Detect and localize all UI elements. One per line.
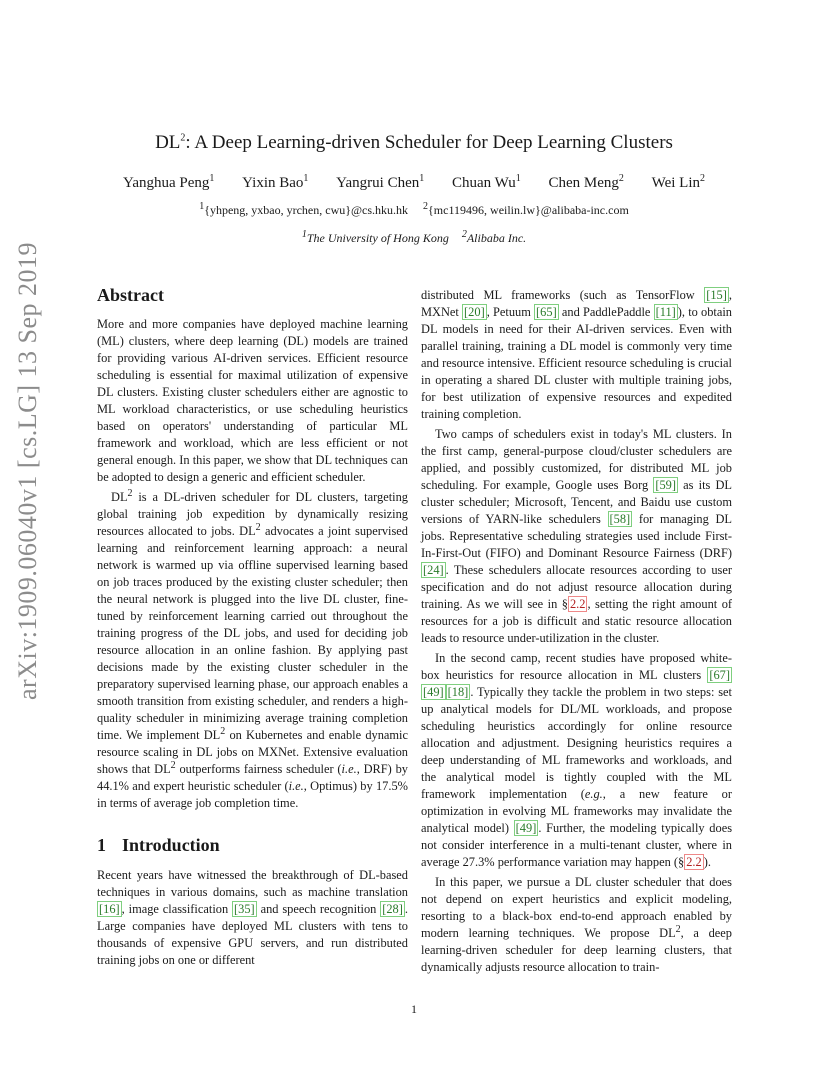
abstract-paragraph-2: $DL^2$ is a DL-driven scheduler for DL clusters, targeting global training job expedition by dynamically resizing resources allocated to jobs. $DL^2$ advocates a joint supervised learning and reinforcement learning approach: a neural network is warmed up via offline supervised learning based on job traces produced by the existing cluster scheduler; then the neural network is plugged into the live DL cluster, fine-tuned by reinforcement learning carried out throughout the training progress of the DL jobs, and used for deciding job resource allocation in an online fashion. By applying past decisions made by the existing cluster scheduler in the preparatory supervised learning phase, our approach enables a smooth transition from existing scheduler, and renders a high-quality scheduler in minimizing average training completion time. We implement $DL^2$ on Kubernetes and enable dynamic resource scaling in DL jobs on MXNet. Extensive evaluation shows that $DL^2$ outperforms fairness scheduler (i.e., DRF) by 44.1% and expert heuristic scheduler (i.e., Optimus) by 17.5% in terms of average job completion time. bbox=[97, 487, 408, 810]
author: Chuan Wu$^1$ bbox=[452, 173, 521, 191]
citation-link[interactable]: [24] bbox=[423, 563, 444, 577]
section-link[interactable]: 2.2 bbox=[686, 855, 702, 869]
author: Yangrui Chen$^1$ bbox=[336, 173, 425, 191]
intro-paragraph-3: In the second camp, recent studies have proposed white-box heuristics for resource allocation in ML clusters [67][49] [18] . Typically they tackle the problem in two steps: set up analytical models for DL/ML workloads, and propose scheduling heuristics accordingly for online resource allocation and adjustment. Designing heuristics requires a deep understanding of ML frameworks and workloads, and the analytical model is tightly coupled with the ML framework implementation (e.g., a new feature or optimization in evolving ML frameworks may invalidate the analytical model) [49] . Further, the modeling typically does not consider interference in a multi-tenant cluster, where in average 27.3% performance variation may happen (§ 2.2 ). bbox=[421, 651, 733, 869]
author: Yixin Bao$^1$ bbox=[242, 173, 309, 191]
author: Wei Lin$^2$ bbox=[651, 173, 705, 191]
citation-link[interactable]: [67] bbox=[709, 668, 730, 682]
intro-paragraph-1: Recent years have witnessed the breakthrough of DL-based techniques in various domains, such as machine translation [16] , image classification [35] and speech recognition [28] . Large companies have deployed ML clusters with tens to thousands of expensive GPU servers, and run distributed training jobs on one or different bbox=[97, 868, 408, 967]
arxiv-identifier: arXiv:1909.06040v1 [cs.LG] 13 Sep 2019 bbox=[13, 241, 42, 700]
citation-link[interactable]: [35] bbox=[234, 902, 255, 916]
abstract-paragraph-1: More and more companies have deployed machine learning (ML) clusters, where deep learning (DL) models are trained for providing various AI-driven services. Efficient resource scheduling is essential for maximal utilization of expensive DL clusters. Existing cluster schedulers either are agnostic to ML workload characteristics, or use scheduling heuristics based on operators' understanding of particular ML framework and workload, which are less efficient or not general enough. In this paper, we show that DL techniques can be adopted to design a generic and efficient scheduler. bbox=[97, 317, 408, 484]
introduction-heading: 1 Introduction bbox=[97, 835, 220, 855]
citation-link[interactable]: [11] bbox=[655, 305, 676, 319]
citation-link[interactable]: [49] bbox=[515, 821, 537, 835]
email-group: $^2${mc119496, weilin.lw}@alibaba-inc.com bbox=[423, 201, 629, 217]
abstract-heading: Abstract bbox=[97, 285, 164, 305]
intro-paragraph-continued: distributed ML frameworks (such as TensorFlow [15] , MXNet [20] , Petuum [65] and PaddlePaddle [11] ), to obtain DL models in need for their AI-driven services. Even with parallel training, training a DL model is commonly very time and resource intensive. Efficient resource scheduling is crucial in operating a shared DL cluster with multiple training jobs, for best utilization of expensive resources and expedited training completion. bbox=[421, 288, 733, 421]
author: Yanghua Peng$^1$ bbox=[123, 173, 215, 191]
section-link[interactable]: 2.2 bbox=[569, 597, 586, 611]
author-emails bbox=[0, 202, 828, 218]
citation-link[interactable]: [65] bbox=[536, 305, 557, 319]
intro-paragraph-2: Two camps of schedulers exist in today's ML clusters. In the first camp, general-purpose cloud/cluster schedulers are applied, and possibly customized, for distributed ML job scheduling. For example, Google uses Borg [59] as its DL cluster scheduler; Microsoft, Tencent, and Baidu use custom versions of YARN-like schedulers [58] for managing DL jobs. Representative scheduling strategies used include First-In-First-Out (FIFO) and Dominant Resource Fairness (DRF) [24] . These schedulers allocate resources according to user specification and do not adjust resource allocation during training. As we will see in § 2.2 , setting the right amount of resources for a job is difficult and static resource allocation leads to resource under-utilization in the cluster. bbox=[421, 427, 733, 645]
page-number: 1 bbox=[411, 1002, 417, 1016]
author-list bbox=[0, 173, 828, 193]
right-column bbox=[421, 287, 732, 976]
citation-link[interactable]: [18] bbox=[447, 685, 469, 699]
affiliation: $^1$The University of Hong Kong bbox=[301, 229, 449, 245]
citation-link[interactable]: [49] bbox=[423, 685, 444, 699]
author: Chen Meng$^2$ bbox=[548, 173, 624, 191]
intro-paragraph-4: In this paper, we pursue a DL cluster scheduler that does not depend on expert heuristics and explicit modeling, resorting to a black-box end-to-end approach enabled by modern learning techniques. We propose $DL^2$, a deep learning-driven scheduler for deep learning clusters, that dynamically adjusts resource allocation to train- bbox=[421, 875, 732, 974]
left-column bbox=[97, 284, 408, 969]
citation-link[interactable]: [15] bbox=[706, 288, 727, 302]
affiliation: $^2$Alibaba Inc. bbox=[461, 229, 527, 245]
paper-title: $DL^2$: A Deep Learning-driven Scheduler for Deep Learning Clusters bbox=[155, 132, 673, 153]
email-group: $^1${yhpeng, yxbao, yrchen, cwu}@cs.hku.hk bbox=[199, 201, 409, 217]
citation-link[interactable]: [58] bbox=[609, 512, 631, 526]
affiliations bbox=[0, 230, 828, 246]
citation-link[interactable]: [16] bbox=[99, 902, 120, 916]
citation-link[interactable]: [59] bbox=[655, 478, 676, 492]
citation-link[interactable]: [20] bbox=[464, 305, 485, 319]
citation-link[interactable]: [28] bbox=[382, 902, 403, 916]
